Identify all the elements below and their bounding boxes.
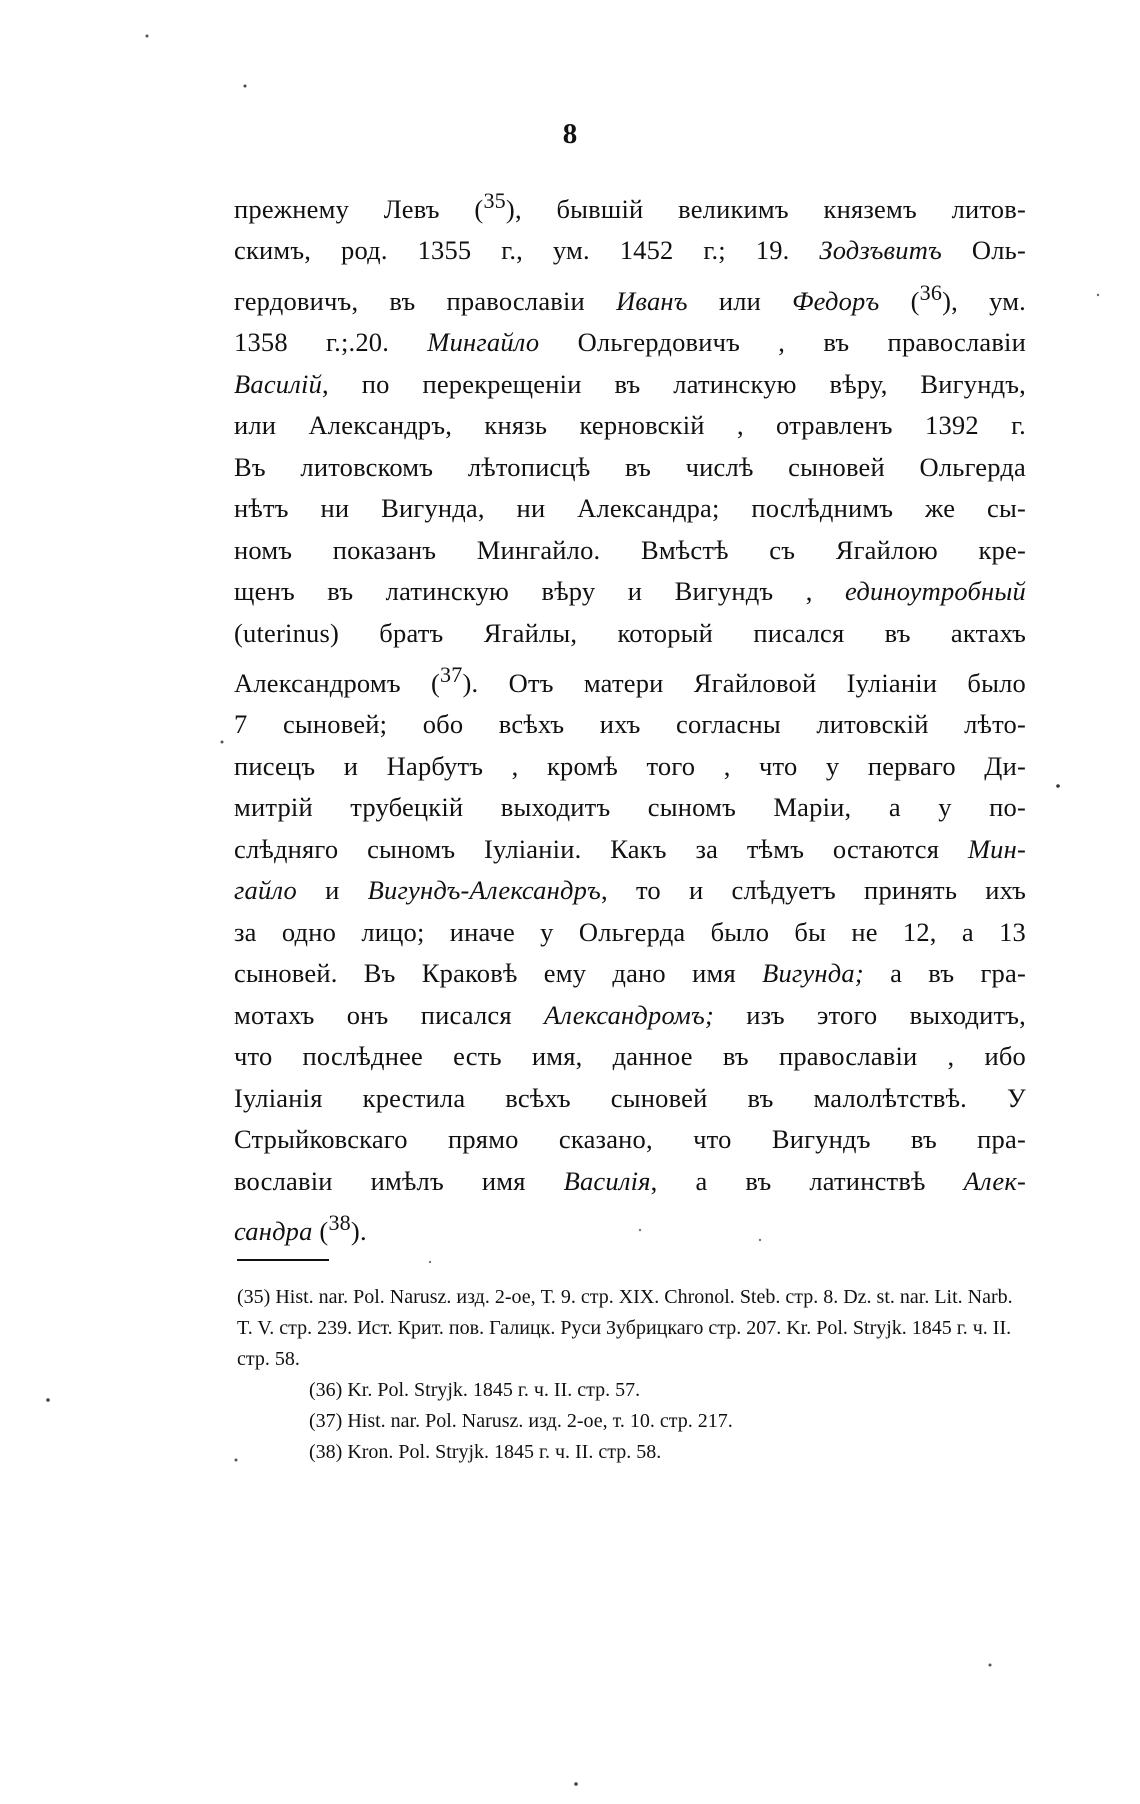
italic-name: Мингайло: [427, 327, 540, 358]
footnote-37: [237, 1406, 1025, 1437]
text-line: [234, 953, 1026, 995]
text-run: Въ литовскомъ лѣтописцѣ въ числѣ сыновей Ольгерда: [234, 451, 1026, 482]
text-run: , то и слѣдуетъ принять ихъ: [601, 875, 1026, 906]
footnote-36: [237, 1375, 1025, 1406]
italic-name: Вигундъ-Александръ: [367, 875, 601, 906]
text-run: слѣдняго сыномъ Іуліаніи. Какъ за тѣмъ остаются: [234, 833, 968, 864]
text-run: (uterinus) братъ Ягайлы, который писался въ актахъ: [234, 617, 1026, 648]
footnote-ref: 38: [328, 1210, 351, 1236]
text-line: [234, 230, 1026, 272]
footnote-mark: (36): [309, 1379, 343, 1401]
text-run: ), ум.: [942, 285, 1026, 316]
footnote-text: Hist. nar. Pol. Narusz. изд. 2-ое, т. 10. стр. 217.: [347, 1410, 733, 1432]
footnote-ref: 36: [919, 279, 943, 305]
italic-name: Зодзъвитъ: [819, 235, 943, 266]
text-line: [234, 1119, 1026, 1161]
text-line: [234, 870, 1026, 912]
text-line: [234, 1161, 1026, 1203]
italic-name: Василій: [234, 368, 323, 399]
italic-name: Алек-: [963, 1165, 1026, 1196]
main-text: [234, 180, 1026, 1253]
footnote-line: Галицк. Руси Зубрицкаго стр. 207. Kr. Pol. Stryjk. 1845 г. ч. II.: [489, 1317, 1012, 1339]
text-run: мотахъ онъ писался: [234, 999, 544, 1030]
text-run: Стрыйковскаго прямо сказано, что Вигундъ въ пра-: [234, 1124, 1026, 1155]
text-run: писецъ и Нарбутъ , кромѣ того , что у перваго Ди-: [234, 750, 1026, 781]
text-line: [234, 364, 1026, 406]
text-line: [234, 1078, 1026, 1120]
text-line: [234, 746, 1026, 788]
text-line: [234, 1036, 1026, 1078]
text-run: ).: [350, 1216, 367, 1247]
text-run: а въ гра-: [863, 958, 1026, 989]
text-run: ). Отъ матери Ягайловой Іуліаніи было: [462, 667, 1026, 698]
text-line: [234, 571, 1026, 613]
text-run: или: [687, 285, 793, 316]
text-line: [234, 613, 1026, 655]
text-run: Александромъ (: [234, 667, 441, 698]
text-line: [234, 704, 1026, 746]
text-run: Іуліанія крестила всѣхъ сыновей въ малолѣтствѣ. У: [234, 1082, 1026, 1113]
text-run: митрій трубецкій выходитъ сыномъ Маріи, а у по-: [234, 792, 1026, 823]
footnote-text: Hist. nar. Pol. Narusz. изд. 2-ое, Т. 9. стр. XIX. Chronol.: [275, 1286, 735, 1308]
text-run: ), бывшій великимъ княземъ литов-: [505, 193, 1026, 224]
italic-name: Федоръ: [792, 285, 880, 316]
text-line: [234, 654, 1026, 704]
text-run: гердовичъ, въ православіи: [234, 285, 617, 316]
text-line: [234, 995, 1026, 1037]
footnote-rule: [237, 1259, 329, 1261]
text-run: номъ показанъ Мингайло. Вмѣстѣ съ Ягайлою кре-: [234, 534, 1026, 565]
footnote-line: Steb. стр. 8. Dz. st. nar. Lit. Narb. T. V. стр. 239. Ист. Крит. пов.: [237, 1286, 1013, 1339]
text-run: (: [879, 285, 920, 316]
text-run: 1358 г.;.20.: [234, 327, 428, 358]
text-line: [234, 912, 1026, 954]
text-line: [234, 530, 1026, 572]
footnote-line: [237, 1286, 735, 1308]
italic-name: Иванъ: [616, 285, 688, 316]
text-run: щенъ въ латинскую вѣру и Вигундъ ,: [234, 576, 846, 607]
italic-name: Вигунда;: [762, 958, 864, 989]
text-run: прежнему Левъ (: [234, 193, 484, 224]
footnote-mark: (35): [237, 1286, 271, 1308]
text-line: [234, 180, 1026, 230]
text-line: [234, 787, 1026, 829]
text-run: или Александръ, князь керновскій , отравленъ 1392 г.: [234, 410, 1026, 441]
italic-name: гайло: [234, 875, 297, 906]
italic-name: сандра: [234, 1216, 313, 1247]
footnote-mark: (37): [309, 1410, 343, 1432]
text-run: нѣтъ ни Вигунда, ни Александра; послѣднимъ же сы-: [234, 493, 1026, 524]
text-run: сыновей. Въ Краковѣ ему дано имя: [234, 958, 763, 989]
text-run: что послѣднее есть имя, данное въ православіи , ибо: [234, 1041, 1026, 1072]
footnote-35: [237, 1282, 1025, 1375]
text-run: , а въ латинствѣ: [650, 1165, 964, 1196]
footnotes: [237, 1282, 1025, 1468]
text-run: (: [312, 1216, 329, 1247]
footnote-38: [237, 1437, 1025, 1468]
text-run: Ольгердовичъ , въ православіи: [539, 327, 1026, 358]
text-line: [234, 447, 1026, 489]
italic-term: единоутробный: [845, 576, 1026, 607]
italic-name: Александромъ;: [543, 999, 714, 1030]
footnote-text: Kr. Pol. Stryjk. 1845 г. ч. II. стр. 57.: [347, 1379, 641, 1401]
footnote-ref: 35: [483, 188, 506, 213]
text-run: Оль-: [942, 235, 1026, 266]
text-run: вославіи имѣлъ имя: [234, 1165, 564, 1196]
text-line: [234, 322, 1026, 364]
text-run: скимъ, род. 1355 г., ум. 1452 г.; 19.: [234, 235, 820, 266]
italic-name: Василія: [563, 1165, 651, 1196]
footnote-ref: 37: [440, 662, 463, 688]
text-line: [234, 272, 1026, 322]
text-run: , по перекрещеніи въ латинскую вѣру, Вигундъ,: [322, 368, 1026, 399]
text-line: [234, 829, 1026, 871]
footnote-mark: (38): [309, 1441, 343, 1463]
text-run: 7 сыновей; обо всѣхъ ихъ согласны литовскій лѣто-: [234, 709, 1026, 740]
page-number: 8: [562, 118, 578, 150]
text-run: изъ этого выходитъ,: [714, 999, 1026, 1030]
footnote-text: Kron. Pol. Stryjk. 1845 г. ч. II. стр. 58.: [347, 1441, 662, 1463]
text-run: и: [296, 875, 368, 906]
italic-name: Мин-: [967, 833, 1026, 864]
text-line: [234, 1202, 1026, 1252]
text-line: [234, 488, 1026, 530]
text-run: за одно лицо; иначе у Ольгерда было бы не 12, а 13: [234, 916, 1026, 947]
text-line: [234, 405, 1026, 447]
footnote-line: стр. 58.: [237, 1348, 300, 1370]
